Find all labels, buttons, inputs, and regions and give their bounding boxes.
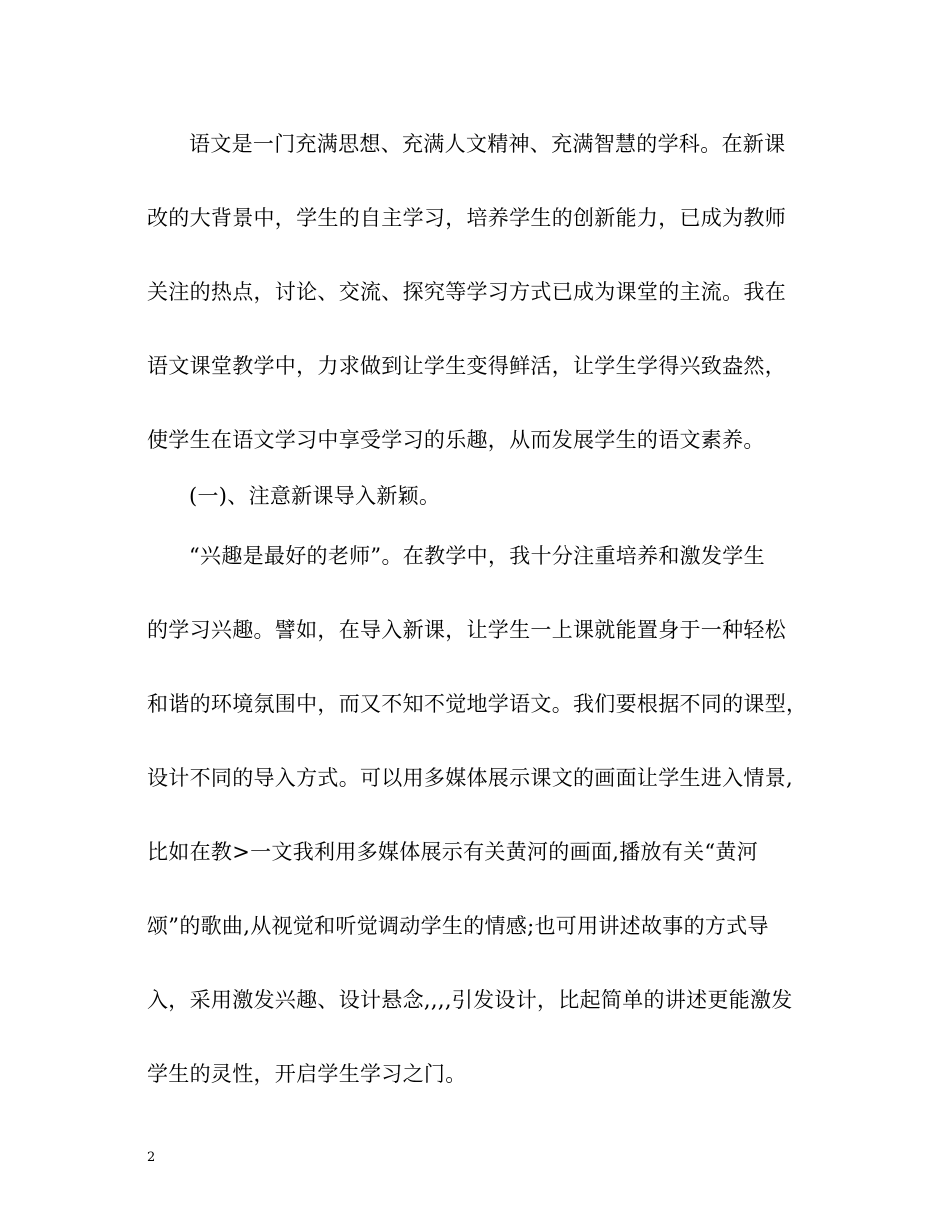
page-number: 2 xyxy=(147,1150,156,1165)
paragraph-line: 比如在教>一文我利用多媒体展示有关黄河的画面,播放有关“黄河 xyxy=(147,840,759,864)
paragraph-line: 使学生在语文学习中享受学习的乐趣，从而发展学生的语文素养。 xyxy=(147,428,765,452)
paragraph-line: 颂”的歌曲,从视觉和听觉调动学生的情感;也可用讲述故事的方式导 xyxy=(147,914,769,938)
paragraph-line: 和谐的环境氛围中，而又不知不觉地学语文。我们要根据不同的课型， xyxy=(147,692,808,716)
paragraph-line: 语文是一门充满思想、充满人文精神、充满智慧的学科。在新课 xyxy=(189,132,786,156)
paragraph-line: 关注的热点，讨论、交流、探究等学习方式已成为课堂的主流。我在 xyxy=(147,280,786,304)
paragraph-line: “兴趣是最好的老师”。在教学中，我十分注重培养和激发学生 xyxy=(189,544,765,568)
paragraph-line: 设计不同的导入方式。可以用多媒体展示课文的画面让学生进入情景, xyxy=(147,766,793,790)
paragraph-line: 入，采用激发兴趣、设计悬念,,,,引发设计，比起简单的讲述更能激发 xyxy=(147,988,793,1012)
section-heading: (一)、注意新课导入新颖。 xyxy=(189,484,441,508)
paragraph-line: 的学习兴趣。譬如，在导入新课，让学生一上课就能置身于一种轻松 xyxy=(147,618,786,642)
paragraph-line: 语文课堂教学中，力求做到让学生变得鲜活，让学生学得兴致盎然， xyxy=(147,354,786,378)
paragraph-line: 学生的灵性，开启学生学习之门。 xyxy=(147,1062,467,1086)
paragraph-line: 改的大背景中，学生的自主学习，培养学生的创新能力，已成为教师 xyxy=(147,206,786,230)
